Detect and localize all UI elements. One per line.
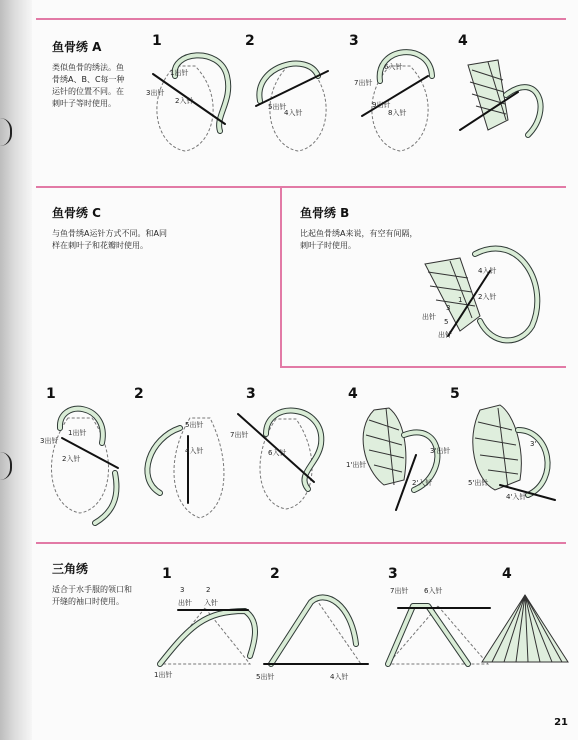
step-number: 1 xyxy=(46,386,56,402)
step-number: 1 xyxy=(162,566,172,582)
step-number: 2 xyxy=(270,566,280,582)
fishbone-a-step1-diagram xyxy=(145,46,245,166)
stitch-label: 4入针 xyxy=(185,447,204,455)
stitch-label: 2入针 xyxy=(175,97,194,105)
stitch-label: 2'入针 xyxy=(412,479,433,487)
section-b-title: 鱼骨绣 B xyxy=(300,206,350,220)
stitch-label: 2入针 xyxy=(478,293,497,301)
stitch-label: 3'出针 xyxy=(430,447,451,455)
step-number: 3 xyxy=(349,33,359,49)
top-divider xyxy=(36,18,566,20)
stitch-label: 出针 xyxy=(178,599,192,607)
stitch-label: 入针 xyxy=(204,599,218,607)
stitch-label: 6入针 xyxy=(268,449,287,457)
stitch-label: 出针 xyxy=(438,331,452,339)
step-number: 4 xyxy=(502,566,512,582)
stitch-label: 4入针 xyxy=(478,267,497,275)
section-b-left-border xyxy=(280,186,282,368)
step-number: 4 xyxy=(458,33,468,49)
stitch-label: 5 xyxy=(444,318,449,326)
stitch-label: 8入针 xyxy=(388,109,407,117)
triangle-step4-diagram xyxy=(480,590,570,670)
fishbone-c-step1-diagram xyxy=(40,398,140,528)
stitch-label: 5'出针 xyxy=(468,479,489,487)
section-tri-title: 三角绣 xyxy=(52,562,89,576)
stitch-label: 1'出针 xyxy=(346,461,367,469)
section-b-desc-line: 比起鱼骨绣A来说，有空有间隔， xyxy=(300,229,418,238)
stitch-label: 3出针 xyxy=(40,437,59,445)
section-tri-desc-line: 开缝的袖口时使用。 xyxy=(52,597,124,606)
step-number: 2 xyxy=(245,33,255,49)
triangle-step2-diagram xyxy=(256,584,376,674)
section-divider xyxy=(36,542,566,544)
section-c-title: 鱼骨绣 C xyxy=(52,206,101,220)
stitch-label: 2 xyxy=(206,586,211,594)
section-a-desc-line: 运针的位置不同。在 xyxy=(52,87,124,96)
stitch-label: 4入针 xyxy=(330,673,349,681)
stitch-label: 3 xyxy=(446,304,451,312)
section-b-bottom-border xyxy=(280,366,566,368)
stitch-label: 9出针 xyxy=(372,101,391,109)
section-divider xyxy=(36,186,566,188)
stitch-label: 1出针 xyxy=(154,671,173,679)
step-number: 2 xyxy=(134,386,144,402)
stitch-label: 7出针 xyxy=(390,587,409,595)
stitch-label: 1出针 xyxy=(68,429,87,437)
stitch-label: 7出针 xyxy=(354,79,373,87)
fishbone-c-step3-diagram xyxy=(236,404,336,514)
triangle-step1-diagram xyxy=(150,596,270,676)
step-number: 3 xyxy=(388,566,398,582)
section-a-desc-line: 刺叶子等时使用。 xyxy=(52,99,116,108)
stitch-label: 4入针 xyxy=(284,109,303,117)
page-number: 21 xyxy=(554,717,568,728)
stitch-label: 1 xyxy=(458,296,463,304)
stitch-label: 5出针 xyxy=(268,103,287,111)
step-number: 3 xyxy=(246,386,256,402)
stitch-label: 6入针 xyxy=(424,587,443,595)
section-tri-desc-line: 适合于水手服的领口和 xyxy=(52,585,132,594)
step-number: 1 xyxy=(152,33,162,49)
stitch-label: 3' xyxy=(530,440,537,448)
stitch-label: 5出针 xyxy=(256,673,275,681)
section-b-desc-line: 刺叶子时使用。 xyxy=(300,241,356,250)
book-spine xyxy=(0,0,32,740)
stitch-label: 6入针 xyxy=(384,63,403,71)
stitch-label: 3 xyxy=(180,586,185,594)
section-a-desc-line: 类似鱼骨的绣法。鱼 xyxy=(52,63,124,72)
section-c-desc-line: 与鱼骨绣A运针方式不同。和A同 xyxy=(52,229,167,238)
stitch-label: 7出针 xyxy=(230,431,249,439)
section-a-desc-line: 骨绣A、B、C每一种 xyxy=(52,75,125,84)
section-c-desc-line: 样在刺叶子和花瓣时使用。 xyxy=(52,241,148,250)
fishbone-c-step5-diagram xyxy=(460,400,570,530)
fishbone-a-step2-diagram xyxy=(248,46,348,166)
stitch-label: 4'入针 xyxy=(506,493,527,501)
fishbone-a-step4-diagram xyxy=(458,50,558,160)
stitch-label: 1出针 xyxy=(170,69,189,77)
section-a-title: 鱼骨绣 A xyxy=(52,40,102,54)
stitch-label: 出针 xyxy=(422,313,436,321)
step-number: 4 xyxy=(348,386,358,402)
stitch-label: 3出针 xyxy=(146,89,165,97)
stitch-label: 5出针 xyxy=(185,421,204,429)
step-number: 5 xyxy=(450,386,460,402)
stitch-label: 2入针 xyxy=(62,455,81,463)
